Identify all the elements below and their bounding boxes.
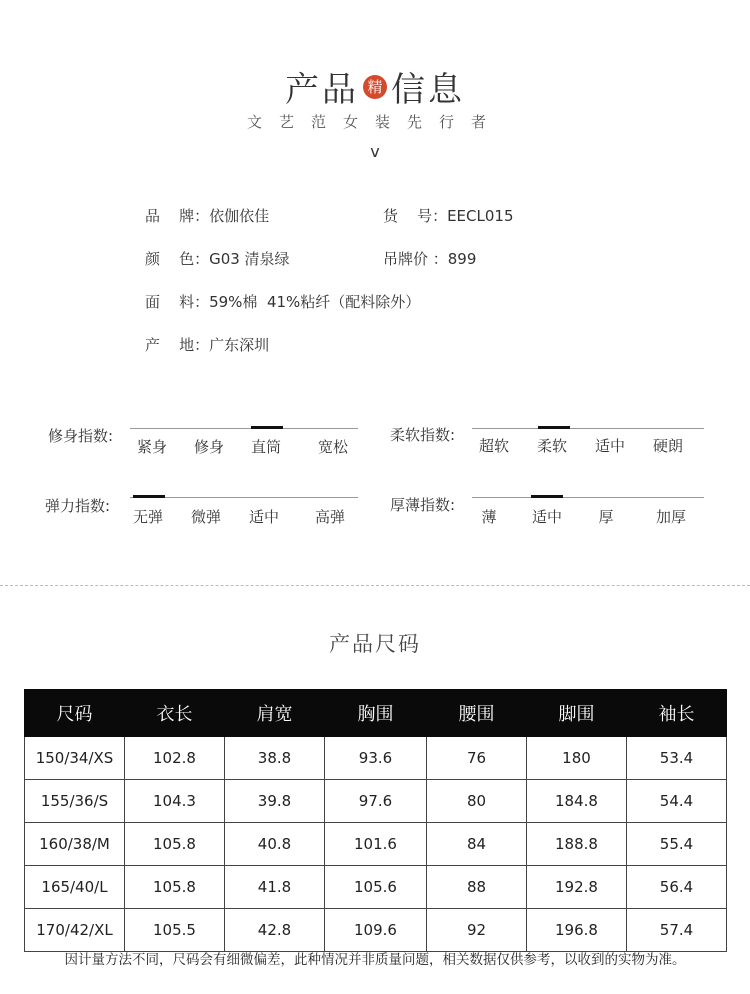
table-cell: 165/40/L <box>25 866 125 909</box>
table-cell: 188.8 <box>527 823 627 866</box>
table-cell: 55.4 <box>627 823 727 866</box>
table-cell: 53.4 <box>627 737 727 780</box>
table-cell: 102.8 <box>125 737 225 780</box>
softness-option: 超软 <box>478 437 509 455</box>
header-bust: 胸围 <box>325 690 427 737</box>
size-table <box>24 689 727 952</box>
table-cell: 184.8 <box>527 780 627 823</box>
seal-badge: 精 <box>363 75 387 99</box>
price-info: 吊牌价 ：899 <box>383 250 477 268</box>
table-cell: 56.4 <box>627 866 727 909</box>
table-cell: 150/34/XS <box>25 737 125 780</box>
title-right: 信息 <box>391 70 465 110</box>
thickness-index-label: 厚薄指数: <box>390 496 456 514</box>
table-cell: 192.8 <box>527 866 627 909</box>
table-cell: 105.8 <box>125 866 225 909</box>
table-row <box>25 780 727 823</box>
table-cell: 155/36/S <box>25 780 125 823</box>
elasticity-index-label: 弹力指数: <box>45 497 111 515</box>
header-sleeve: 袖长 <box>627 690 727 737</box>
table-cell: 76 <box>427 737 527 780</box>
thickness-index-line <box>472 497 704 498</box>
softness-option: 硬朗 <box>652 437 683 455</box>
color-info: 颜 色：G03 清泉绿 <box>145 250 290 268</box>
table-row <box>25 737 727 780</box>
fit-index-line <box>130 428 358 429</box>
item-number-info: 货 号：EECL015 <box>383 207 514 225</box>
subtitle: 文艺范女装先行者 <box>246 113 503 131</box>
title-left: 产品 <box>285 70 359 110</box>
table-cell: 170/42/XL <box>25 909 125 952</box>
softness-option: 柔软 <box>536 437 567 455</box>
table-cell: 105.8 <box>125 823 225 866</box>
table-cell: 42.8 <box>225 909 325 952</box>
table-cell: 80 <box>427 780 527 823</box>
size-section-title: 产品尺码 <box>329 632 421 656</box>
material-info: 面 料：59%棉 41%粘纤（配料除外） <box>145 293 421 311</box>
softness-index-label: 柔软指数: <box>390 426 456 444</box>
thickness-option: 厚 <box>598 508 614 526</box>
origin-info: 产 地：广东深圳 <box>145 336 270 354</box>
thickness-option: 加厚 <box>655 508 686 526</box>
table-row <box>25 866 727 909</box>
header-hem: 脚围 <box>527 690 627 737</box>
chevron-down-icon: v <box>370 142 380 161</box>
header-length: 衣长 <box>125 690 225 737</box>
table-row <box>25 823 727 866</box>
header-shoulder: 肩宽 <box>225 690 325 737</box>
table-cell: 105.5 <box>125 909 225 952</box>
table-cell: 88 <box>427 866 527 909</box>
table-cell: 109.6 <box>325 909 427 952</box>
table-cell: 84 <box>427 823 527 866</box>
softness-index-line <box>472 428 704 429</box>
table-cell: 180 <box>527 737 627 780</box>
table-cell: 101.6 <box>325 823 427 866</box>
softness-index-marker <box>538 426 570 429</box>
elasticity-option: 无弹 <box>132 508 163 526</box>
table-cell: 38.8 <box>225 737 325 780</box>
table-cell: 54.4 <box>627 780 727 823</box>
table-cell: 40.8 <box>225 823 325 866</box>
table-cell: 104.3 <box>125 780 225 823</box>
fit-index-marker <box>251 426 283 429</box>
table-cell: 196.8 <box>527 909 627 952</box>
table-cell: 160/38/M <box>25 823 125 866</box>
fit-option: 宽松 <box>317 438 348 456</box>
header-size: 尺码 <box>25 690 125 737</box>
softness-option: 适中 <box>594 437 625 455</box>
size-disclaimer-note: 因计量方法不同，尺码会有细微偏差，此种情况并非质量问题，相关数据仅供参考，以收到的实物为准。 <box>64 952 686 968</box>
table-cell: 105.6 <box>325 866 427 909</box>
fit-option: 紧身 <box>136 438 167 456</box>
product-info-title <box>0 62 750 111</box>
table-cell: 97.6 <box>325 780 427 823</box>
dashed-divider <box>0 585 750 586</box>
table-cell: 41.8 <box>225 866 325 909</box>
table-header-row <box>25 690 727 737</box>
fit-index-label: 修身指数: <box>48 427 114 445</box>
table-cell: 39.8 <box>225 780 325 823</box>
brand-info: 品 牌：依伽依佳 <box>145 207 270 225</box>
table-cell: 93.6 <box>325 737 427 780</box>
table-cell: 57.4 <box>627 909 727 952</box>
elasticity-index-marker <box>133 495 165 498</box>
fit-option: 修身 <box>193 438 224 456</box>
elasticity-option: 适中 <box>248 508 279 526</box>
thickness-option: 适中 <box>531 508 562 526</box>
elasticity-option: 微弹 <box>190 508 221 526</box>
fit-option: 直筒 <box>250 438 281 456</box>
table-cell: 92 <box>427 909 527 952</box>
thickness-index-marker <box>531 495 563 498</box>
thickness-option: 薄 <box>481 508 497 526</box>
elasticity-option: 高弹 <box>314 508 345 526</box>
header-waist: 腰围 <box>427 690 527 737</box>
table-row <box>25 909 727 952</box>
